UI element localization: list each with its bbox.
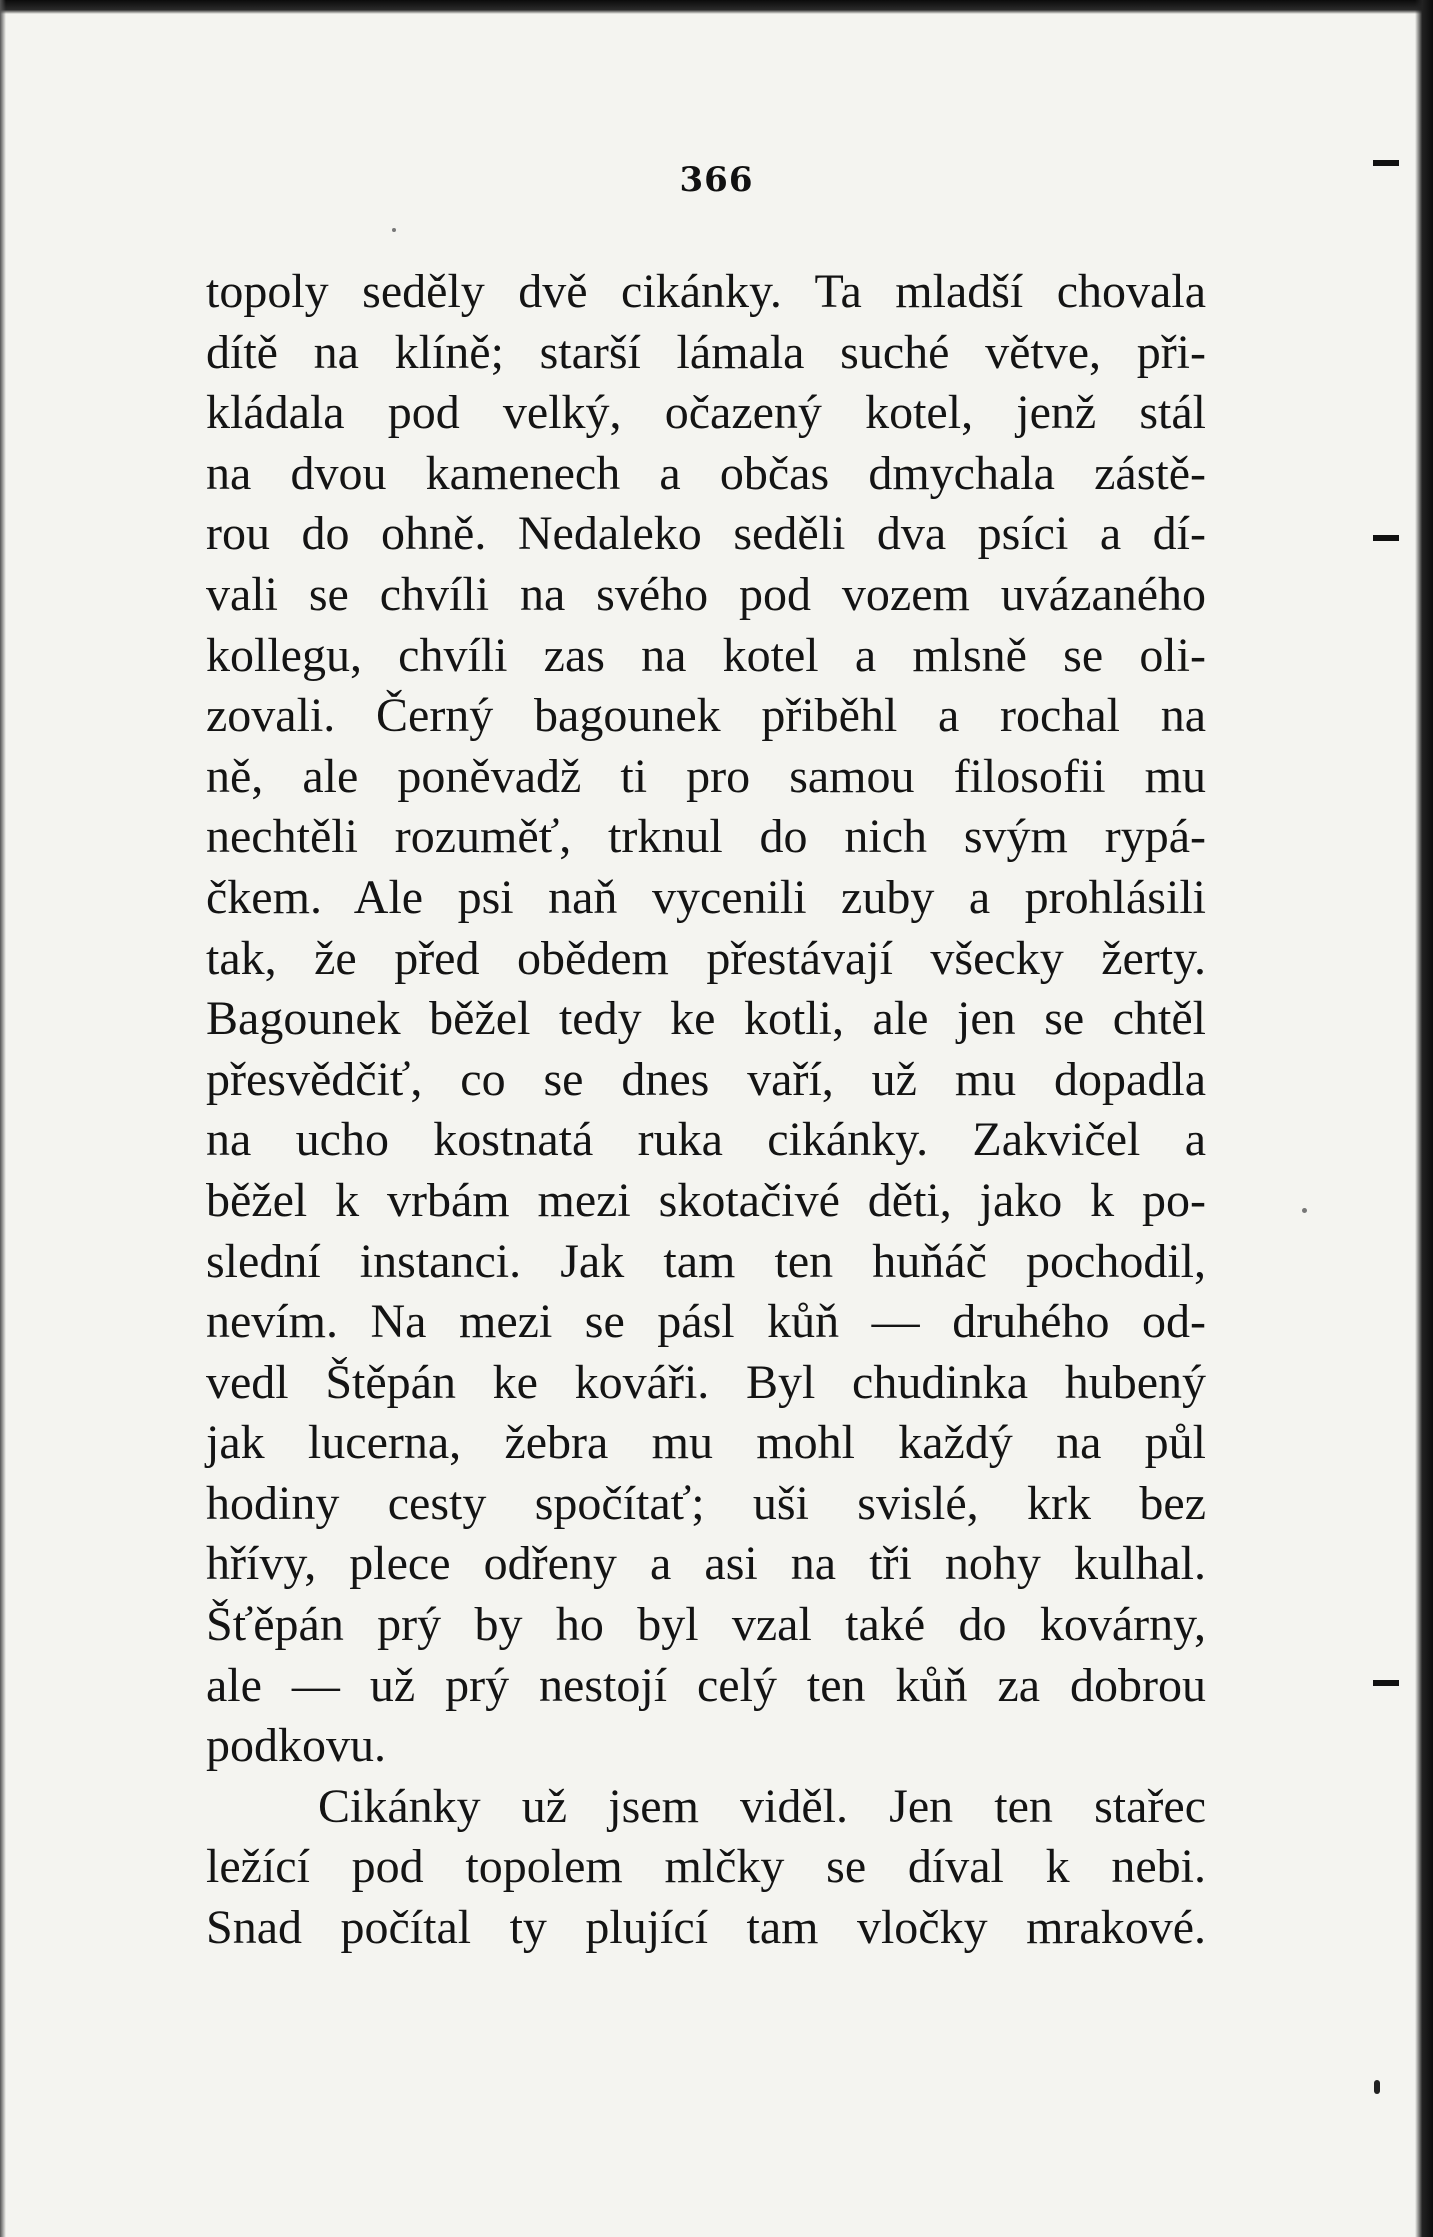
- scan-left-edge: [0, 0, 6, 2237]
- text-line: Cikánky už jsem viděl. Jen ten stařec: [318, 1779, 1206, 1833]
- text-line: kládala pod velký, očazený kotel, jenž stál: [206, 386, 1206, 440]
- binding-mark: [1373, 1680, 1399, 1686]
- text-line: vali se chvíli na svého pod vozem uvázaného: [206, 567, 1206, 621]
- text-line: hřívy, plece odřeny a asi na tři nohy kulhal.: [206, 1537, 1206, 1591]
- page-number: 366: [679, 160, 754, 200]
- text-line: na dvou kamenech a občas dmychala zástě-: [206, 446, 1206, 500]
- scan-right-edge: [1415, 0, 1433, 2237]
- text-line: podkovu.: [206, 1719, 386, 1773]
- text-line: tak, že před obědem přestávají všecky žerty.: [206, 931, 1206, 985]
- text-line: hodiny cesty spočítať; uši svislé, krk bez: [206, 1476, 1206, 1530]
- scan-top-edge: [0, 0, 1433, 14]
- text-line: kollegu, chvíli zas na kotel a mlsně se oli-: [206, 628, 1206, 682]
- text-line: zovali. Černý bagounek přiběhl a rochal na: [206, 689, 1206, 743]
- text-line: čkem. Ale psi naň vycenili zuby a prohlásili: [206, 870, 1206, 924]
- text-line: Snad počítal ty plující tam vločky mrakové.: [206, 1901, 1206, 1955]
- scan-speck: [1302, 1208, 1307, 1213]
- text-line: nevím. Na mezi se pásl kůň — druhého od-: [206, 1295, 1206, 1349]
- text-line: běžel k vrbám mezi skotačivé děti, jako k po-: [206, 1173, 1206, 1227]
- text-line: rou do ohně. Nedaleko seděli dva psíci a dí-: [206, 507, 1206, 561]
- text-line: jak lucerna, žebra mu mohl každý na půl: [206, 1416, 1206, 1470]
- body-text: [206, 262, 1206, 1959]
- text-line: na ucho kostnatá ruka cikánky. Zakvičel a: [206, 1113, 1206, 1167]
- text-line: nechtěli rozuměť, trknul do nich svým rypá-: [206, 810, 1206, 864]
- text-line: ně, ale poněvadž ti pro samou filosofii mu: [206, 749, 1206, 803]
- text-line: vedl Štěpán ke kováři. Byl chudinka hubený: [206, 1355, 1206, 1409]
- binding-mark: [1373, 535, 1399, 541]
- text-line: slední instanci. Jak tam ten huňáč pochodil,: [206, 1234, 1206, 1288]
- text-line: Šťěpán prý by ho byl vzal také do kovárny,: [206, 1598, 1206, 1652]
- text-line: Bagounek běžel tedy ke kotli, ale jen se chtěl: [206, 992, 1206, 1046]
- text-line: ale — už prý nestojí celý ten kůň za dobrou: [206, 1658, 1206, 1712]
- scan-speck: [1374, 2080, 1380, 2094]
- text-line: ležící pod topolem mlčky se díval k nebi.: [206, 1840, 1206, 1894]
- text-line: topoly seděly dvě cikánky. Ta mladší chovala: [206, 265, 1206, 318]
- text-line: přesvědčiť, co se dnes vaří, už mu dopadla: [206, 1052, 1206, 1106]
- text-line: dítě na klíně; starší lámala suché větve, při-: [206, 325, 1206, 379]
- scan-speck: [392, 228, 396, 232]
